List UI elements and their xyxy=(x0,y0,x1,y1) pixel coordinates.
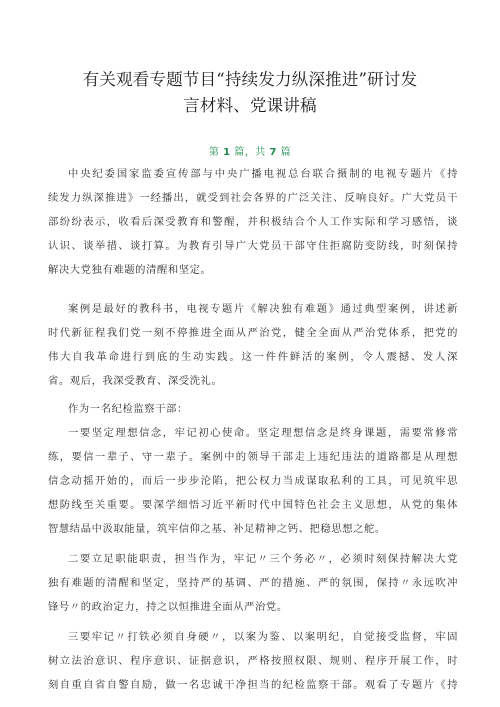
page-indicator-current: 1 xyxy=(223,147,231,158)
document-title-line-1: 有关观看专题节目“持续发力纵深推进”研讨发 xyxy=(82,70,418,89)
page-indicator-mid: 篇，共 xyxy=(234,147,266,158)
body-line: 想防线至关重要。要深学细悟习近平新时代中国特色社会主义思想，从党的集体 xyxy=(48,499,458,511)
document-title-line-2: 言材料、党课讲稿 xyxy=(183,96,317,115)
page-indicator-prefix: 第 xyxy=(208,147,220,158)
body-line: 伟大自我革命进行到底的生动实践。这一件件鲜活的案例，令人震撼、发人深 xyxy=(48,351,458,363)
page-indicator-total: 7 xyxy=(269,147,277,158)
body-line: 解决大党独有难题的清醒和坚定。 xyxy=(48,264,212,276)
body-line: 锋号〃的政治定力，持之以恒推进全面从严治党。 xyxy=(48,601,288,613)
body-line: 续发力纵深推进》一经播出，就受到社会各界的广泛关注、反响良好。广大党员干 xyxy=(48,192,458,204)
body-line: 案例是最好的教科书，电视专题片《解决独有难题》通过典型案例，讲述新 xyxy=(68,303,458,315)
body-line: 智慧结晶中汲取能量，筑牢信仰之基、补足精神之钙、把稳思想之舵。 xyxy=(48,523,386,535)
body-line: 中央纪委国家监委宣传部与中央广播电视总台联合摄制的电视专题片《持 xyxy=(68,168,458,180)
body-line: 刻自重自省自警自励，做一名忠诚干净担当的纪检监察干部。观看了专题片《持 xyxy=(48,679,458,691)
body-line: 信念动摇开始的，而后一步步沦陷，把公权力当成谋取私利的工具，可见筑牢思 xyxy=(48,475,458,487)
page-indicator-suffix: 篇 xyxy=(280,147,292,158)
body-line: 独有难题的清醒和坚定，坚持严的基调、严的措施、严的氛围，保持〃永远吹冲 xyxy=(48,577,458,589)
body-line: 时代新征程我们党一刻不停推进全面从严治党，健全全面从严治党体系，把党的 xyxy=(48,327,458,339)
body-line: 二要立足职能职责，担当作为，牢记〃三个务必〃，必须时刻保持解决大党 xyxy=(68,553,458,565)
body-line: 部纷纷表示，收看后深受教育和警醒，并积极结合个人工作实际和学习感悟，谈 xyxy=(48,216,458,228)
body-line: 认识、谈举措、谈打算。为教育引导广大党员干部守住拒腐防变防线，时刻保持 xyxy=(48,240,458,252)
body-line: 树立法治意识、程序意识、证据意识，严格按照权限、规则、程序开展工作，时 xyxy=(48,655,458,667)
body-line: 三要牢记〃打铁必须自身硬〃，以案为鉴、以案明纪，自觉接受监督，牢固 xyxy=(68,631,458,643)
body-line: 作为一名纪检监察干部： xyxy=(68,403,188,415)
body-line: 省。观后，我深受教育、深受洗礼。 xyxy=(48,375,223,387)
body-line: 练，要信一辈子、守一辈子。案例中的领导干部走上违纪违法的道路都是从理想 xyxy=(48,451,458,463)
page-indicator xyxy=(40,143,460,158)
body-line: 一要坚定理想信念，牢记初心使命。坚定理想信念是终身课题，需要常修常 xyxy=(68,427,458,439)
